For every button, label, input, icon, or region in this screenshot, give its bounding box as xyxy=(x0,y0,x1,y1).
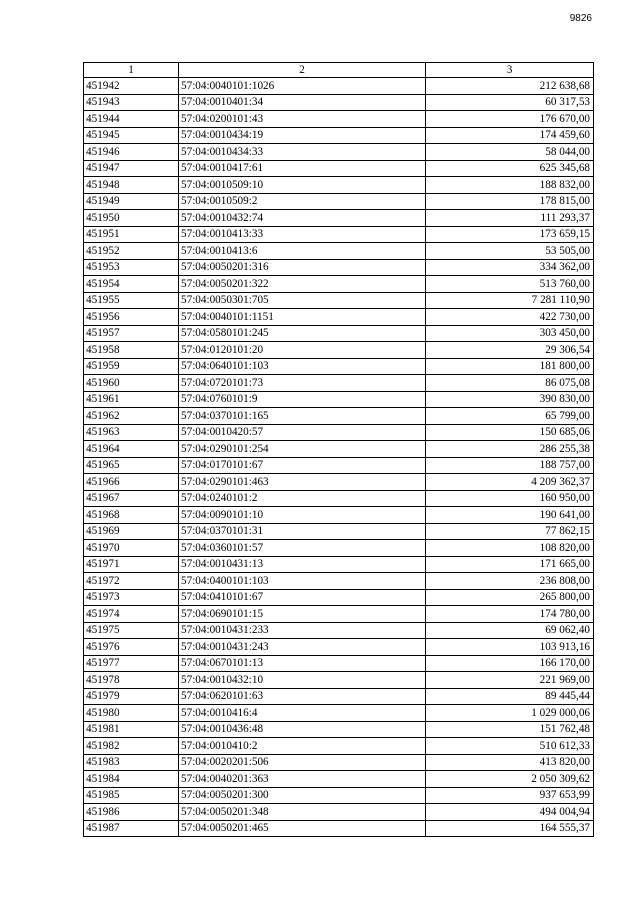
table-row xyxy=(84,94,594,111)
row-number-cell: 451974 xyxy=(84,606,179,623)
value-cell: 188 832,00 xyxy=(426,177,594,194)
row-number-cell: 451955 xyxy=(84,292,179,309)
row-number-cell: 451943 xyxy=(84,94,179,111)
value-cell: 286 255,38 xyxy=(426,441,594,458)
cadastral-number-cell: 57:04:0620101:63 xyxy=(179,688,426,705)
table-row xyxy=(84,193,594,210)
row-number-cell: 451980 xyxy=(84,705,179,722)
row-number-cell: 451986 xyxy=(84,804,179,821)
row-number-cell: 451944 xyxy=(84,111,179,128)
value-cell: 89 445,44 xyxy=(426,688,594,705)
cadastral-number-cell: 57:04:0010432:74 xyxy=(179,210,426,227)
table-row xyxy=(84,358,594,375)
row-number-cell: 451948 xyxy=(84,177,179,194)
row-number-cell: 451982 xyxy=(84,738,179,755)
value-cell: 160 950,00 xyxy=(426,490,594,507)
value-cell: 174 459,60 xyxy=(426,127,594,144)
table-row xyxy=(84,160,594,177)
table-row xyxy=(84,573,594,590)
row-number-cell: 451957 xyxy=(84,325,179,342)
table-row xyxy=(84,375,594,392)
table-row xyxy=(84,111,594,128)
value-cell: 173 659,15 xyxy=(426,226,594,243)
row-number-cell: 451962 xyxy=(84,408,179,425)
value-cell: 236 808,00 xyxy=(426,573,594,590)
row-number-cell: 451976 xyxy=(84,639,179,656)
value-cell: 494 004,94 xyxy=(426,804,594,821)
table-row xyxy=(84,705,594,722)
table-row xyxy=(84,424,594,441)
table-row xyxy=(84,771,594,788)
table-row xyxy=(84,606,594,623)
table-row xyxy=(84,721,594,738)
value-cell: 174 780,00 xyxy=(426,606,594,623)
value-cell: 390 830,00 xyxy=(426,391,594,408)
table-body xyxy=(84,78,594,837)
table-row xyxy=(84,787,594,804)
table-row xyxy=(84,507,594,524)
table-row xyxy=(84,144,594,161)
table-row xyxy=(84,276,594,293)
cadastral-number-cell: 57:04:0400101:103 xyxy=(179,573,426,590)
value-cell: 221 969,00 xyxy=(426,672,594,689)
row-number-cell: 451975 xyxy=(84,622,179,639)
table-row xyxy=(84,408,594,425)
table-row xyxy=(84,441,594,458)
cadastral-number-cell: 57:04:0370101:31 xyxy=(179,523,426,540)
value-cell: 108 820,00 xyxy=(426,540,594,557)
table-row xyxy=(84,127,594,144)
row-number-cell: 451963 xyxy=(84,424,179,441)
row-number-cell: 451958 xyxy=(84,342,179,359)
row-number-cell: 451952 xyxy=(84,243,179,260)
row-number-cell: 451956 xyxy=(84,309,179,326)
row-number-cell: 451985 xyxy=(84,787,179,804)
row-number-cell: 451981 xyxy=(84,721,179,738)
cadastral-number-cell: 57:04:0010434:19 xyxy=(179,127,426,144)
page-number: 9826 xyxy=(569,13,592,24)
row-number-cell: 451949 xyxy=(84,193,179,210)
cadastral-number-cell: 57:04:0290101:463 xyxy=(179,474,426,491)
value-cell: 2 050 309,62 xyxy=(426,771,594,788)
value-cell: 4 209 362,37 xyxy=(426,474,594,491)
row-number-cell: 451977 xyxy=(84,655,179,672)
table-row xyxy=(84,490,594,507)
cadastral-number-cell: 57:04:0020201:506 xyxy=(179,754,426,771)
cadastral-number-cell: 57:04:0010416:4 xyxy=(179,705,426,722)
column-header-2: 2 xyxy=(179,63,426,78)
row-number-cell: 451947 xyxy=(84,160,179,177)
value-cell: 86 075,08 xyxy=(426,375,594,392)
value-cell: 422 730,00 xyxy=(426,309,594,326)
value-cell: 181 800,00 xyxy=(426,358,594,375)
cadastral-number-cell: 57:04:0090101:10 xyxy=(179,507,426,524)
table-row xyxy=(84,738,594,755)
table-row xyxy=(84,556,594,573)
value-cell: 171 665,00 xyxy=(426,556,594,573)
table-row xyxy=(84,177,594,194)
cadastral-number-cell: 57:04:0580101:245 xyxy=(179,325,426,342)
table-row xyxy=(84,589,594,606)
table-row xyxy=(84,292,594,309)
row-number-cell: 451972 xyxy=(84,573,179,590)
cadastral-number-cell: 57:04:0010420:57 xyxy=(179,424,426,441)
cadastral-number-cell: 57:04:0010431:233 xyxy=(179,622,426,639)
cadastral-number-cell: 57:04:0050201:300 xyxy=(179,787,426,804)
cadastral-number-cell: 57:04:0290101:254 xyxy=(179,441,426,458)
value-cell: 510 612,33 xyxy=(426,738,594,755)
value-cell: 303 450,00 xyxy=(426,325,594,342)
row-number-cell: 451953 xyxy=(84,259,179,276)
cadastral-number-cell: 57:04:0050201:465 xyxy=(179,820,426,837)
cadastral-number-cell: 57:04:0010431:13 xyxy=(179,556,426,573)
cadastral-number-cell: 57:04:0040201:363 xyxy=(179,771,426,788)
register-table xyxy=(83,62,594,837)
row-number-cell: 451946 xyxy=(84,144,179,161)
value-cell: 65 799,00 xyxy=(426,408,594,425)
value-cell: 103 913,16 xyxy=(426,639,594,656)
column-header-3: 3 xyxy=(426,63,594,78)
table-row xyxy=(84,540,594,557)
cadastral-number-cell: 57:04:0720101:73 xyxy=(179,375,426,392)
row-number-cell: 451959 xyxy=(84,358,179,375)
cadastral-number-cell: 57:04:0690101:15 xyxy=(179,606,426,623)
value-cell: 178 815,00 xyxy=(426,193,594,210)
table-row xyxy=(84,309,594,326)
cadastral-number-cell: 57:04:0010434:33 xyxy=(179,144,426,161)
row-number-cell: 451961 xyxy=(84,391,179,408)
cadastral-number-cell: 57:04:0040101:1151 xyxy=(179,309,426,326)
table-row xyxy=(84,523,594,540)
cadastral-number-cell: 57:04:0640101:103 xyxy=(179,358,426,375)
value-cell: 513 760,00 xyxy=(426,276,594,293)
table-row xyxy=(84,391,594,408)
value-cell: 58 044,00 xyxy=(426,144,594,161)
cadastral-number-cell: 57:04:0200101:43 xyxy=(179,111,426,128)
row-number-cell: 451968 xyxy=(84,507,179,524)
value-cell: 176 670,00 xyxy=(426,111,594,128)
cadastral-number-cell: 57:04:0360101:57 xyxy=(179,540,426,557)
value-cell: 190 641,00 xyxy=(426,507,594,524)
header-row xyxy=(84,63,594,78)
value-cell: 60 317,53 xyxy=(426,94,594,111)
cadastral-number-cell: 57:04:0010417:61 xyxy=(179,160,426,177)
value-cell: 69 062,40 xyxy=(426,622,594,639)
cadastral-number-cell: 57:04:0050301:705 xyxy=(179,292,426,309)
value-cell: 77 862,15 xyxy=(426,523,594,540)
cadastral-number-cell: 57:04:0240101:2 xyxy=(179,490,426,507)
row-number-cell: 451979 xyxy=(84,688,179,705)
cadastral-number-cell: 57:04:0010413:6 xyxy=(179,243,426,260)
row-number-cell: 451965 xyxy=(84,457,179,474)
value-cell: 166 170,00 xyxy=(426,655,594,672)
row-number-cell: 451964 xyxy=(84,441,179,458)
value-cell: 151 762,48 xyxy=(426,721,594,738)
table-header xyxy=(84,63,594,78)
table-row xyxy=(84,804,594,821)
cadastral-number-cell: 57:04:0760101:9 xyxy=(179,391,426,408)
table-row xyxy=(84,226,594,243)
column-header-1: 1 xyxy=(84,63,179,78)
row-number-cell: 451987 xyxy=(84,820,179,837)
cadastral-number-cell: 57:04:0050201:348 xyxy=(179,804,426,821)
table-row xyxy=(84,474,594,491)
row-number-cell: 451970 xyxy=(84,540,179,557)
cadastral-number-cell: 57:04:0010509:10 xyxy=(179,177,426,194)
cadastral-number-cell: 57:04:0010410:2 xyxy=(179,738,426,755)
table-row xyxy=(84,342,594,359)
cadastral-number-cell: 57:04:0010401:34 xyxy=(179,94,426,111)
value-cell: 150 685,06 xyxy=(426,424,594,441)
row-number-cell: 451954 xyxy=(84,276,179,293)
row-number-cell: 451966 xyxy=(84,474,179,491)
value-cell: 625 345,68 xyxy=(426,160,594,177)
table-row xyxy=(84,243,594,260)
cadastral-number-cell: 57:04:0010436:48 xyxy=(179,721,426,738)
value-cell: 265 800,00 xyxy=(426,589,594,606)
row-number-cell: 451978 xyxy=(84,672,179,689)
table-row xyxy=(84,639,594,656)
table-row xyxy=(84,820,594,837)
cadastral-number-cell: 57:04:0050201:316 xyxy=(179,259,426,276)
table-row xyxy=(84,655,594,672)
row-number-cell: 451950 xyxy=(84,210,179,227)
cadastral-number-cell: 57:04:0370101:165 xyxy=(179,408,426,425)
row-number-cell: 451960 xyxy=(84,375,179,392)
value-cell: 111 293,37 xyxy=(426,210,594,227)
table-row xyxy=(84,622,594,639)
cadastral-number-cell: 57:04:0010509:2 xyxy=(179,193,426,210)
row-number-cell: 451942 xyxy=(84,78,179,95)
row-number-cell: 451983 xyxy=(84,754,179,771)
cadastral-number-cell: 57:04:0010413:33 xyxy=(179,226,426,243)
value-cell: 29 306,54 xyxy=(426,342,594,359)
table-row xyxy=(84,672,594,689)
table-row xyxy=(84,688,594,705)
cadastral-number-cell: 57:04:0040101:1026 xyxy=(179,78,426,95)
row-number-cell: 451973 xyxy=(84,589,179,606)
table-row xyxy=(84,754,594,771)
cadastral-number-cell: 57:04:0170101:67 xyxy=(179,457,426,474)
table-row xyxy=(84,457,594,474)
table-row xyxy=(84,210,594,227)
value-cell: 188 757,00 xyxy=(426,457,594,474)
row-number-cell: 451967 xyxy=(84,490,179,507)
value-cell: 334 362,00 xyxy=(426,259,594,276)
table-row xyxy=(84,325,594,342)
cadastral-number-cell: 57:04:0120101:20 xyxy=(179,342,426,359)
value-cell: 937 653,99 xyxy=(426,787,594,804)
table-row xyxy=(84,78,594,95)
cadastral-number-cell: 57:04:0050201:322 xyxy=(179,276,426,293)
value-cell: 413 820,00 xyxy=(426,754,594,771)
row-number-cell: 451945 xyxy=(84,127,179,144)
cadastral-number-cell: 57:04:0410101:67 xyxy=(179,589,426,606)
value-cell: 212 638,68 xyxy=(426,78,594,95)
value-cell: 1 029 000,06 xyxy=(426,705,594,722)
row-number-cell: 451971 xyxy=(84,556,179,573)
cadastral-number-cell: 57:04:0670101:13 xyxy=(179,655,426,672)
table-row xyxy=(84,259,594,276)
row-number-cell: 451984 xyxy=(84,771,179,788)
row-number-cell: 451969 xyxy=(84,523,179,540)
cadastral-number-cell: 57:04:0010431:243 xyxy=(179,639,426,656)
cadastral-number-cell: 57:04:0010432:10 xyxy=(179,672,426,689)
row-number-cell: 451951 xyxy=(84,226,179,243)
value-cell: 7 281 110,90 xyxy=(426,292,594,309)
value-cell: 164 555,37 xyxy=(426,820,594,837)
value-cell: 53 505,00 xyxy=(426,243,594,260)
